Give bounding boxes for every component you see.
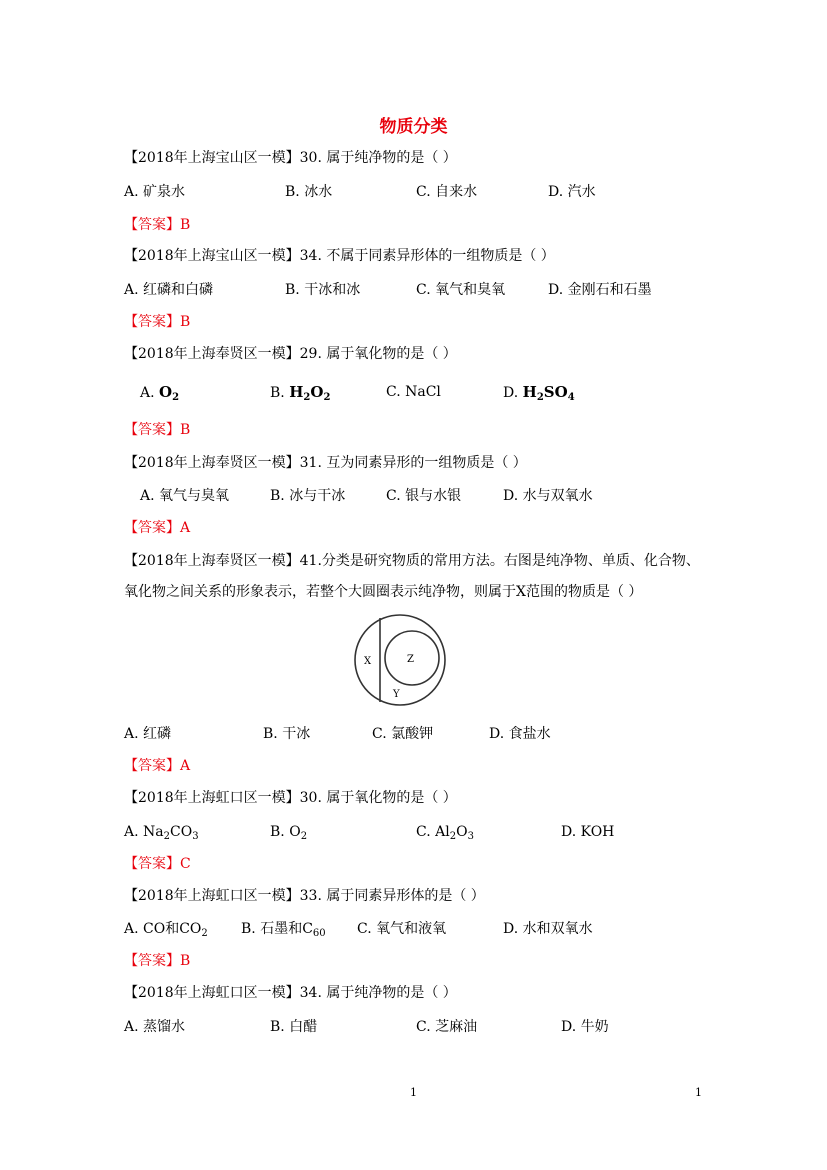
question-5: 【2018年上海奉贤区一模】41.分类是研究物质的常用方法。右图是纯净物、单质、化合物、 xyxy=(124,553,700,569)
q4-option-a: A. 氧气与臭氧 xyxy=(140,488,230,504)
diagram-label-z: Z xyxy=(407,654,414,665)
q7-option-d: D. 水和双氧水 xyxy=(503,921,593,937)
q1-option-b: B. 冰水 xyxy=(285,184,333,200)
formula-o2: $O_2$ xyxy=(159,383,180,403)
q5-option-d: D. 食盐水 xyxy=(489,726,551,742)
q3-option-a: A. $O_2$ xyxy=(140,383,180,403)
question-2: 【2018年上海宝山区一模】34. 不属于同素异形体的一组物质是（ ） xyxy=(124,248,555,264)
q8-option-a: A. 蒸馏水 xyxy=(124,1019,186,1035)
q1-option-a: A. 矿泉水 xyxy=(124,184,186,200)
q8-option-d: D. 牛奶 xyxy=(561,1019,609,1035)
page-number-center: 1 xyxy=(410,1086,417,1099)
formula-o2: $O_2$ xyxy=(289,824,308,842)
q3-option-b: B. $H_2O_2$ xyxy=(270,383,331,403)
q5-option-c: C. 氯酸钾 xyxy=(372,726,434,742)
q5-option-a: A. 红磷 xyxy=(124,726,172,742)
question-7: 【2018年上海虹口区一模】33. 属于同素异形体的是（ ） xyxy=(124,888,485,904)
q2-option-b: B. 干冰和冰 xyxy=(285,282,361,298)
question-1: 【2018年上海宝山区一模】30. 属于纯净物的是（ ） xyxy=(124,150,457,166)
q3-option-d: D. $H_2SO_4$ xyxy=(503,383,575,403)
q2-answer: 【答案】B xyxy=(124,314,191,330)
q7-option-b: B. 石墨和$C_{60}$ xyxy=(241,921,326,939)
q8-option-c: C. 芝麻油 xyxy=(416,1019,478,1035)
q1-option-d: D. 汽水 xyxy=(548,184,596,200)
q1-option-c: C. 自来水 xyxy=(416,184,478,200)
q2-option-d: D. 金刚石和石墨 xyxy=(548,282,652,298)
q3-answer: 【答案】B xyxy=(124,422,191,438)
q4-option-b: B. 冰与干冰 xyxy=(270,488,346,504)
q4-answer: 【答案】A xyxy=(124,520,191,536)
formula-al2o3: $Al_2O_3$ xyxy=(435,824,474,842)
q7-answer: 【答案】B xyxy=(124,953,191,969)
q4-option-d: D. 水与双氧水 xyxy=(503,488,593,504)
formula-h2so4: $H_2SO_4$ xyxy=(522,383,575,403)
question-3: 【2018年上海奉贤区一模】29. 属于氧化物的是（ ） xyxy=(124,346,457,362)
q6-option-a: A. $Na_2CO_3$ xyxy=(124,824,199,842)
formula-c60: $C_{60}$ xyxy=(302,921,326,939)
q6-option-d: D. KOH xyxy=(561,824,615,840)
q4-option-c: C. 银与水银 xyxy=(386,488,462,504)
classification-diagram xyxy=(350,614,450,706)
diagram-label-x: X xyxy=(364,656,372,667)
q7-option-a: A. CO和$CO_2$ xyxy=(124,921,208,939)
q2-option-c: C. 氧气和臭氧 xyxy=(416,282,506,298)
formula-h2o2: $H_2O_2$ xyxy=(289,383,331,403)
page-number-right: 1 xyxy=(695,1086,702,1099)
q6-option-c: C. $Al_2O_3$ xyxy=(416,824,474,842)
formula-co-and-co2: CO和$CO_2$ xyxy=(143,921,208,939)
question-4: 【2018年上海奉贤区一模】31. 互为同素异形的一组物质是（ ） xyxy=(124,455,527,471)
q5-option-b: B. 干冰 xyxy=(263,726,311,742)
question-8: 【2018年上海虹口区一模】34. 属于纯净物的是（ ） xyxy=(124,985,457,1001)
q6-option-b: B. $O_2$ xyxy=(270,824,308,842)
q6-answer: 【答案】C xyxy=(124,856,191,872)
formula-na2co3: $Na_2CO_3$ xyxy=(143,824,199,842)
question-5-line-2: 氧化物之间关系的形象表示，若整个大圆圈表示纯净物，则属于X范围的物质是（ ） xyxy=(124,584,643,600)
q5-answer: 【答案】A xyxy=(124,758,191,774)
page-title: 物质分类 xyxy=(379,117,448,137)
q3-option-c: C. NaCl xyxy=(386,384,441,400)
q8-option-b: B. 白醋 xyxy=(270,1019,318,1035)
q7-option-c: C. 氧气和液氧 xyxy=(357,921,447,937)
question-6: 【2018年上海虹口区一模】30. 属于氧化物的是（ ） xyxy=(124,790,457,806)
q2-option-a: A. 红磷和白磷 xyxy=(124,282,214,298)
diagram-label-y: Y xyxy=(393,689,400,700)
q1-answer: 【答案】B xyxy=(124,217,191,233)
